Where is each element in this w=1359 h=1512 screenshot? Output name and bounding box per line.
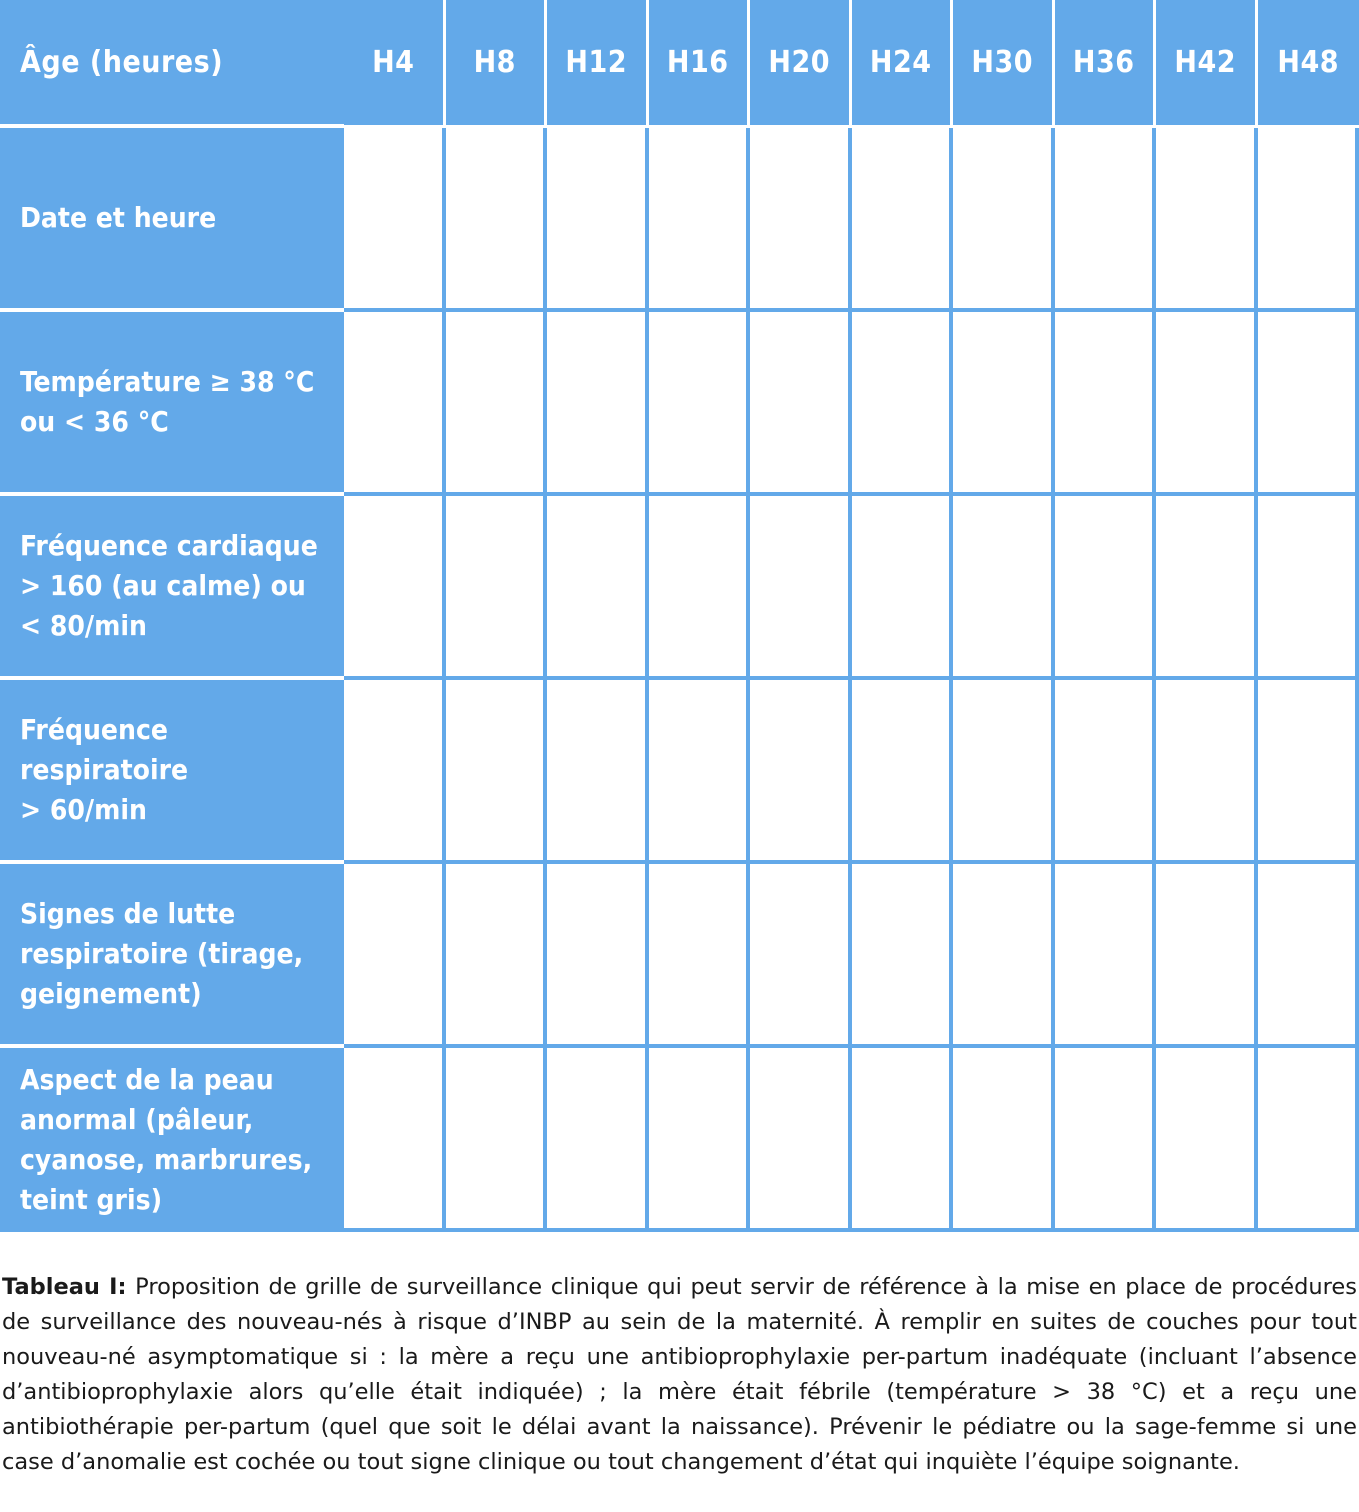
table-cell-checkbox[interactable]: [344, 680, 446, 864]
table-cell-checkbox[interactable]: [547, 496, 649, 680]
table-cell-checkbox[interactable]: [852, 680, 954, 864]
table-cell-checkbox[interactable]: [446, 680, 548, 864]
table-cell-checkbox[interactable]: [547, 1048, 649, 1232]
table-cell-checkbox[interactable]: [750, 1048, 852, 1232]
column-header-h42: H42: [1156, 0, 1258, 128]
table-cell-checkbox[interactable]: [1156, 496, 1258, 680]
column-header-h12: H12: [547, 0, 649, 128]
caption-text: Proposition de grille de surveillance clinique qui peut servir de référence à la mise en place de procédures de surveillance des nouveau-nés à risque d’INBP au sein de la maternité. À remplir en suites de couches pour tout nouveau-né asymptomatique si : la mère a reçu une antibioprophylaxie per-partum inadéquate (incluant l’absence d’antibioprophylaxie alors qu’elle était indiquée) ; la mère était fébrile (température > 38 °C) et a reçu une antibiothérapie per-partum (quel que soit le délai avant la naissance). Prévenir le pédiatre ou la sage-femme si une case d’anomalie est cochée ou tout signe clinique ou tout changement d’état qui inquiète l’équipe soignante.: [2, 1274, 1357, 1475]
table-cell-checkbox[interactable]: [953, 864, 1055, 1048]
table-cell-checkbox[interactable]: [649, 128, 751, 312]
table-cell-checkbox[interactable]: [344, 312, 446, 496]
row-label: Température ≥ 38 °C ou < 36 °C: [0, 312, 344, 496]
table-cell-checkbox[interactable]: [649, 680, 751, 864]
table-cell-checkbox[interactable]: [446, 1048, 548, 1232]
table-cell-checkbox[interactable]: [649, 312, 751, 496]
table-cell-checkbox[interactable]: [344, 1048, 446, 1232]
table-cell-checkbox[interactable]: [852, 1048, 954, 1232]
table-cell-checkbox[interactable]: [1055, 496, 1157, 680]
table-cell-checkbox[interactable]: [1156, 312, 1258, 496]
table-cell-checkbox[interactable]: [1258, 1048, 1359, 1232]
table-cell-checkbox[interactable]: [1258, 680, 1359, 864]
row-label: Fréquence respiratoire > 60/min: [0, 680, 344, 864]
column-header-h20: H20: [750, 0, 852, 128]
table-cell-checkbox[interactable]: [1258, 312, 1359, 496]
table-cell-checkbox[interactable]: [953, 1048, 1055, 1232]
table-cell-checkbox[interactable]: [750, 128, 852, 312]
column-header-h4: H4: [344, 0, 446, 128]
table-cell-checkbox[interactable]: [446, 128, 548, 312]
table-cell-checkbox[interactable]: [547, 312, 649, 496]
table-cell-checkbox[interactable]: [852, 496, 954, 680]
row-label: Fréquence cardiaque > 160 (au calme) ou < 80/min: [0, 496, 344, 680]
table-cell-checkbox[interactable]: [750, 496, 852, 680]
table-cell-checkbox[interactable]: [446, 864, 548, 1048]
table-cell-checkbox[interactable]: [649, 1048, 751, 1232]
corner-header-age: Âge (heures): [0, 0, 344, 128]
table-cell-checkbox[interactable]: [1156, 864, 1258, 1048]
table-cell-checkbox[interactable]: [344, 864, 446, 1048]
table-cell-checkbox[interactable]: [1156, 128, 1258, 312]
column-header-h36: H36: [1055, 0, 1157, 128]
table-cell-checkbox[interactable]: [1156, 1048, 1258, 1232]
table-cell-checkbox[interactable]: [1258, 128, 1359, 312]
table-cell-checkbox[interactable]: [750, 864, 852, 1048]
table-cell-checkbox[interactable]: [852, 128, 954, 312]
table-cell-checkbox[interactable]: [547, 680, 649, 864]
table-cell-checkbox[interactable]: [446, 496, 548, 680]
column-header-h16: H16: [649, 0, 751, 128]
column-header-h24: H24: [852, 0, 954, 128]
caption-label: Tableau I:: [2, 1274, 127, 1300]
table-cell-checkbox[interactable]: [1156, 680, 1258, 864]
table-cell-checkbox[interactable]: [1055, 1048, 1157, 1232]
table-cell-checkbox[interactable]: [1258, 864, 1359, 1048]
table-cell-checkbox[interactable]: [852, 864, 954, 1048]
table-cell-checkbox[interactable]: [1055, 680, 1157, 864]
column-header-h8: H8: [446, 0, 548, 128]
table-cell-checkbox[interactable]: [1055, 864, 1157, 1048]
row-label: Aspect de la peau anormal (pâleur, cyanose, marbrures, teint gris): [0, 1048, 344, 1232]
table-cell-checkbox[interactable]: [344, 496, 446, 680]
table-cell-checkbox[interactable]: [750, 680, 852, 864]
table-cell-checkbox[interactable]: [1258, 496, 1359, 680]
row-label: Date et heure: [0, 128, 344, 312]
table-cell-checkbox[interactable]: [953, 496, 1055, 680]
column-header-h30: H30: [953, 0, 1055, 128]
table-cell-checkbox[interactable]: [547, 864, 649, 1048]
column-header-h48: H48: [1258, 0, 1359, 128]
table-cell-checkbox[interactable]: [953, 312, 1055, 496]
table-cell-checkbox[interactable]: [750, 312, 852, 496]
table-cell-checkbox[interactable]: [1055, 312, 1157, 496]
table-cell-checkbox[interactable]: [547, 128, 649, 312]
table-cell-checkbox[interactable]: [852, 312, 954, 496]
table-cell-checkbox[interactable]: [344, 128, 446, 312]
table-cell-checkbox[interactable]: [649, 864, 751, 1048]
table-cell-checkbox[interactable]: [1055, 128, 1157, 312]
table-cell-checkbox[interactable]: [446, 312, 548, 496]
row-label: Signes de lutte respiratoire (tirage, geignement): [0, 864, 344, 1048]
table-cell-checkbox[interactable]: [649, 496, 751, 680]
table-caption: [2, 1270, 1357, 1480]
table-cell-checkbox[interactable]: [953, 128, 1055, 312]
table-cell-checkbox[interactable]: [953, 680, 1055, 864]
